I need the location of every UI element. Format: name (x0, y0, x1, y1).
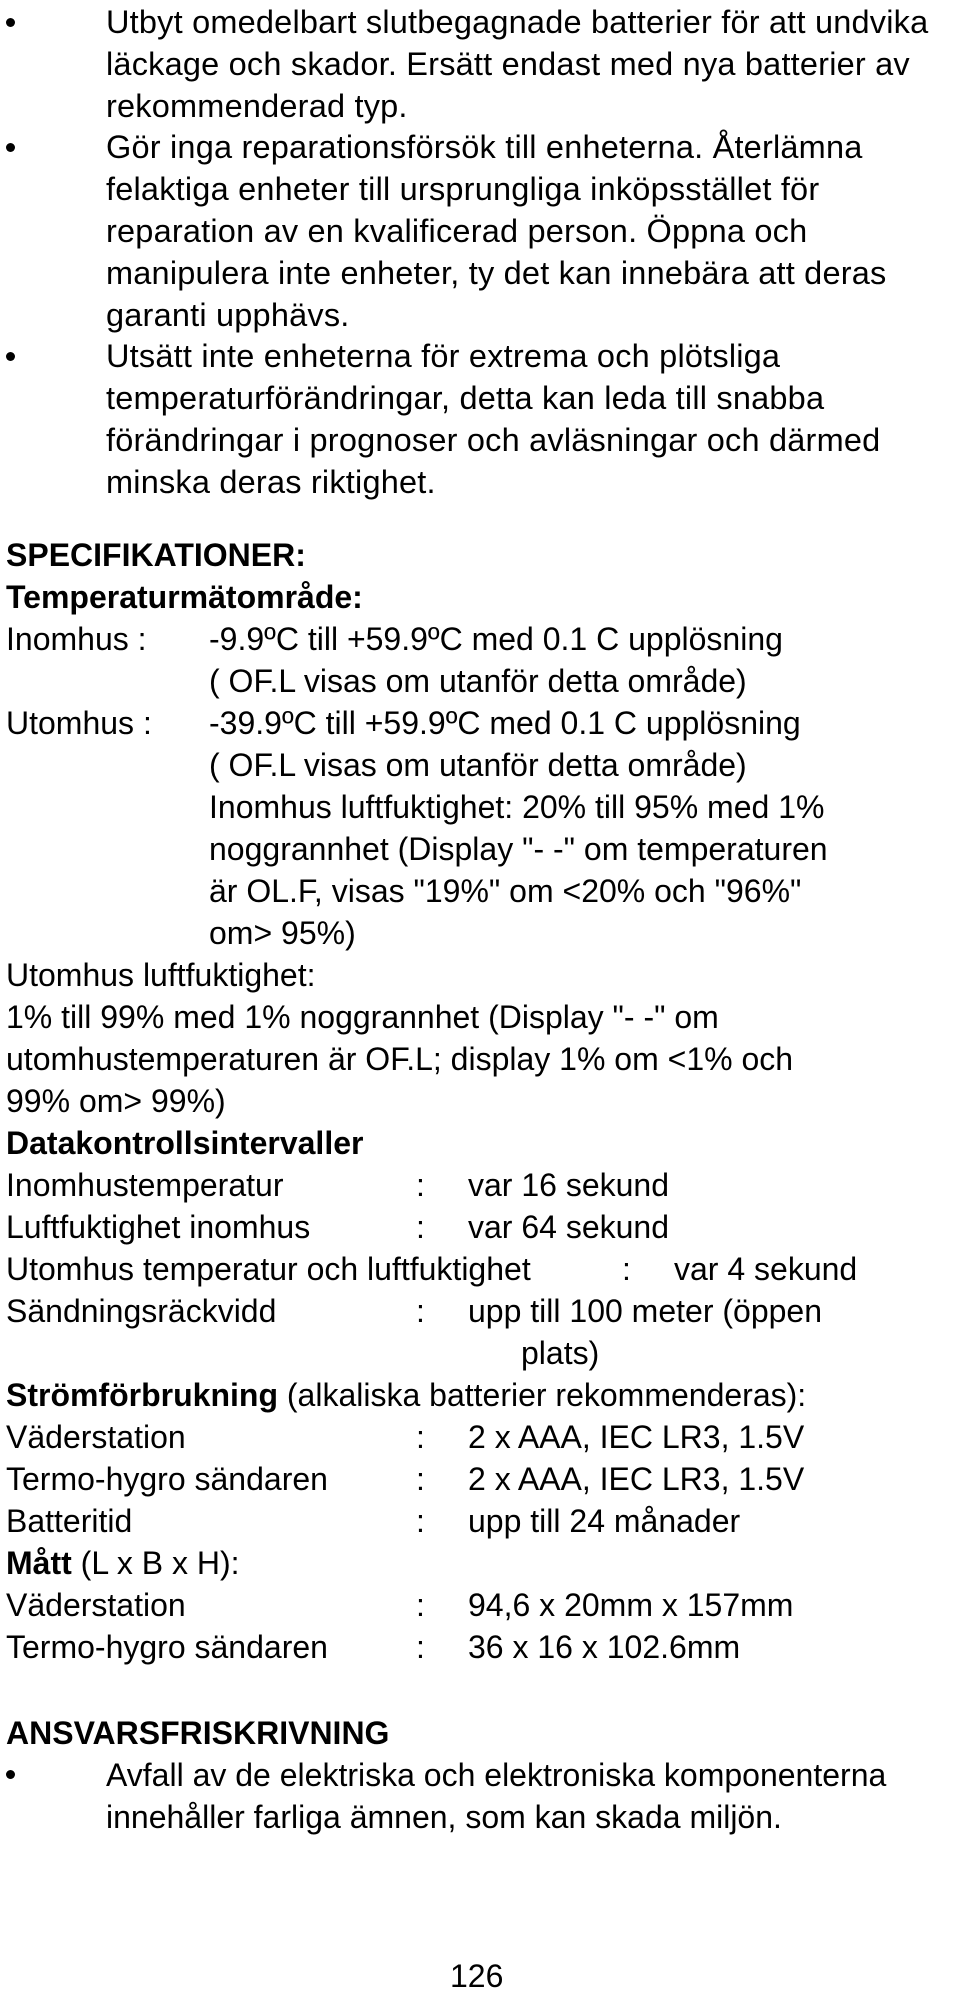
separator: : (416, 1460, 425, 1497)
interval-name: Luftfuktighet inomhus (6, 1208, 311, 1245)
indoor-value (209, 618, 954, 702)
dimension-value: 36 x 16 x 102.6mm (468, 1628, 741, 1665)
dimension-name: Termo-hygro sändaren (6, 1628, 328, 1665)
interval-value: var 64 sekund (468, 1208, 670, 1245)
indoor-note: ( OF.L visas om utanför detta område) (209, 662, 747, 699)
temperature-range-heading: Temperaturmätområde: (6, 578, 363, 615)
intro-bullet-list (6, 2, 954, 504)
page-number: 126 (450, 1958, 504, 1994)
power-heading-rest: (alkaliska batterier rekommenderas): (277, 1376, 807, 1413)
outdoor-humidity-line: 99% om> 99%) (6, 1082, 226, 1119)
bullet-icon (6, 352, 15, 361)
bullet-icon (6, 18, 15, 27)
dimensions-heading (6, 1542, 954, 1584)
bullet-icon (6, 143, 15, 152)
indoor-temp-row (6, 618, 954, 702)
interval-name: Inomhustemperatur (6, 1166, 284, 1203)
power-row (6, 1416, 954, 1458)
bullet-text: Avfall av de elektriska och elektroniska komponenterna innehåller farliga ämnen, som kan skada miljön. (106, 1756, 887, 1835)
power-name: Väderstation (6, 1418, 186, 1455)
outdoor-value (209, 702, 954, 954)
power-name: Batteritid (6, 1502, 133, 1539)
indoor-humidity-line: om> 95%) (209, 914, 356, 951)
separator: : (416, 1292, 425, 1329)
dimensions-heading-bold: Mått (6, 1544, 72, 1581)
indoor-label: Inomhus : (6, 620, 147, 657)
dimension-name: Väderstation (6, 1586, 186, 1623)
bullet-text: Utbyt omedelbart slutbegagnade batterier för att undvika läckage och skador. Ersätt endast med nya batterier av rekommenderad typ. (106, 4, 929, 124)
list-item (6, 127, 954, 336)
power-row (6, 1458, 954, 1500)
dimensions-heading-rest: (L x B x H): (71, 1544, 240, 1581)
intervals-heading: Datakontrollsintervaller (6, 1124, 364, 1161)
separator: : (416, 1208, 425, 1245)
list-item (6, 336, 954, 503)
bullet-text: Gör inga reparationsförsök till enheterna. Återlämna felaktiga enheter till ursprungliga inköpsstället för reparation av en kvalificerad person. Öppna och manipulera inte enheter, ty det kan innebära att deras garanti upphävs. (106, 129, 887, 333)
separator: : (416, 1418, 425, 1455)
separator: : (416, 1628, 425, 1665)
separator: : (416, 1166, 425, 1203)
list-item (6, 2, 954, 127)
interval-value: var 16 sekund (468, 1166, 670, 1203)
disclaimer-heading: ANSVARSFRISKRIVNING (6, 1714, 390, 1751)
range-name: Sändningsräckvidd (6, 1292, 277, 1329)
disclaimer-bullet-list (6, 1754, 954, 1838)
dimension-value: 94,6 x 20mm x 157mm (468, 1586, 794, 1623)
interval-row (6, 1206, 954, 1248)
specifications-heading: SPECIFIKATIONER: (6, 536, 306, 573)
dimension-row (6, 1584, 954, 1626)
interval-row (6, 1164, 954, 1206)
separator: : (416, 1502, 425, 1539)
power-heading-bold: Strömförbrukning (6, 1376, 278, 1413)
power-value: upp till 24 månader (468, 1502, 741, 1539)
separator: : (622, 1250, 631, 1287)
outdoor-humidity-line: utomhustemperaturen är OF.L; display 1% om <1% och (6, 1040, 794, 1077)
indoor-humidity-line: är OL.F, visas "19%" om <20% och "96%" (209, 872, 802, 909)
outdoor-note: ( OF.L visas om utanför detta område) (209, 746, 747, 783)
outdoor-temp-row (6, 702, 954, 954)
range-value-continued: plats) (521, 1334, 600, 1371)
outdoor-humidity-line: 1% till 99% med 1% noggrannhet (Display "- -" om (6, 998, 719, 1035)
range-row (6, 1290, 954, 1332)
power-heading (6, 1374, 954, 1416)
outdoor-label: Utomhus : (6, 704, 152, 741)
interval-value: var 4 sekund (674, 1250, 858, 1287)
power-name: Termo-hygro sändaren (6, 1460, 328, 1497)
bullet-icon (6, 1770, 15, 1779)
power-value: 2 x AAA, IEC LR3, 1.5V (468, 1418, 805, 1455)
indoor-range: -9.9ºC till +59.9ºC med 0.1 C upplösning (209, 620, 783, 657)
range-value: upp till 100 meter (öppen (468, 1292, 822, 1329)
power-value: 2 x AAA, IEC LR3, 1.5V (468, 1460, 805, 1497)
indoor-humidity-line: Inomhus luftfuktighet: 20% till 95% med 1% (209, 788, 825, 825)
outdoor-humidity-label: Utomhus luftfuktighet: (6, 956, 316, 993)
indoor-humidity-line: noggrannhet (Display "- -" om temperaturen (209, 830, 828, 867)
bullet-text: Utsätt inte enheterna för extrema och plötsliga temperaturförändringar, detta kan leda till snabba förändringar i prognoser och avläsningar och därmed minska deras riktighet. (106, 338, 881, 500)
interval-row (6, 1248, 954, 1290)
separator: : (416, 1586, 425, 1623)
document-page (6, 0, 954, 1838)
dimension-row (6, 1626, 954, 1668)
list-item (6, 1754, 954, 1838)
interval-name: Utomhus temperatur och luftfuktighet (6, 1250, 531, 1287)
outdoor-range: -39.9ºC till +59.9ºC med 0.1 C upplösning (209, 704, 801, 741)
power-row (6, 1500, 954, 1542)
